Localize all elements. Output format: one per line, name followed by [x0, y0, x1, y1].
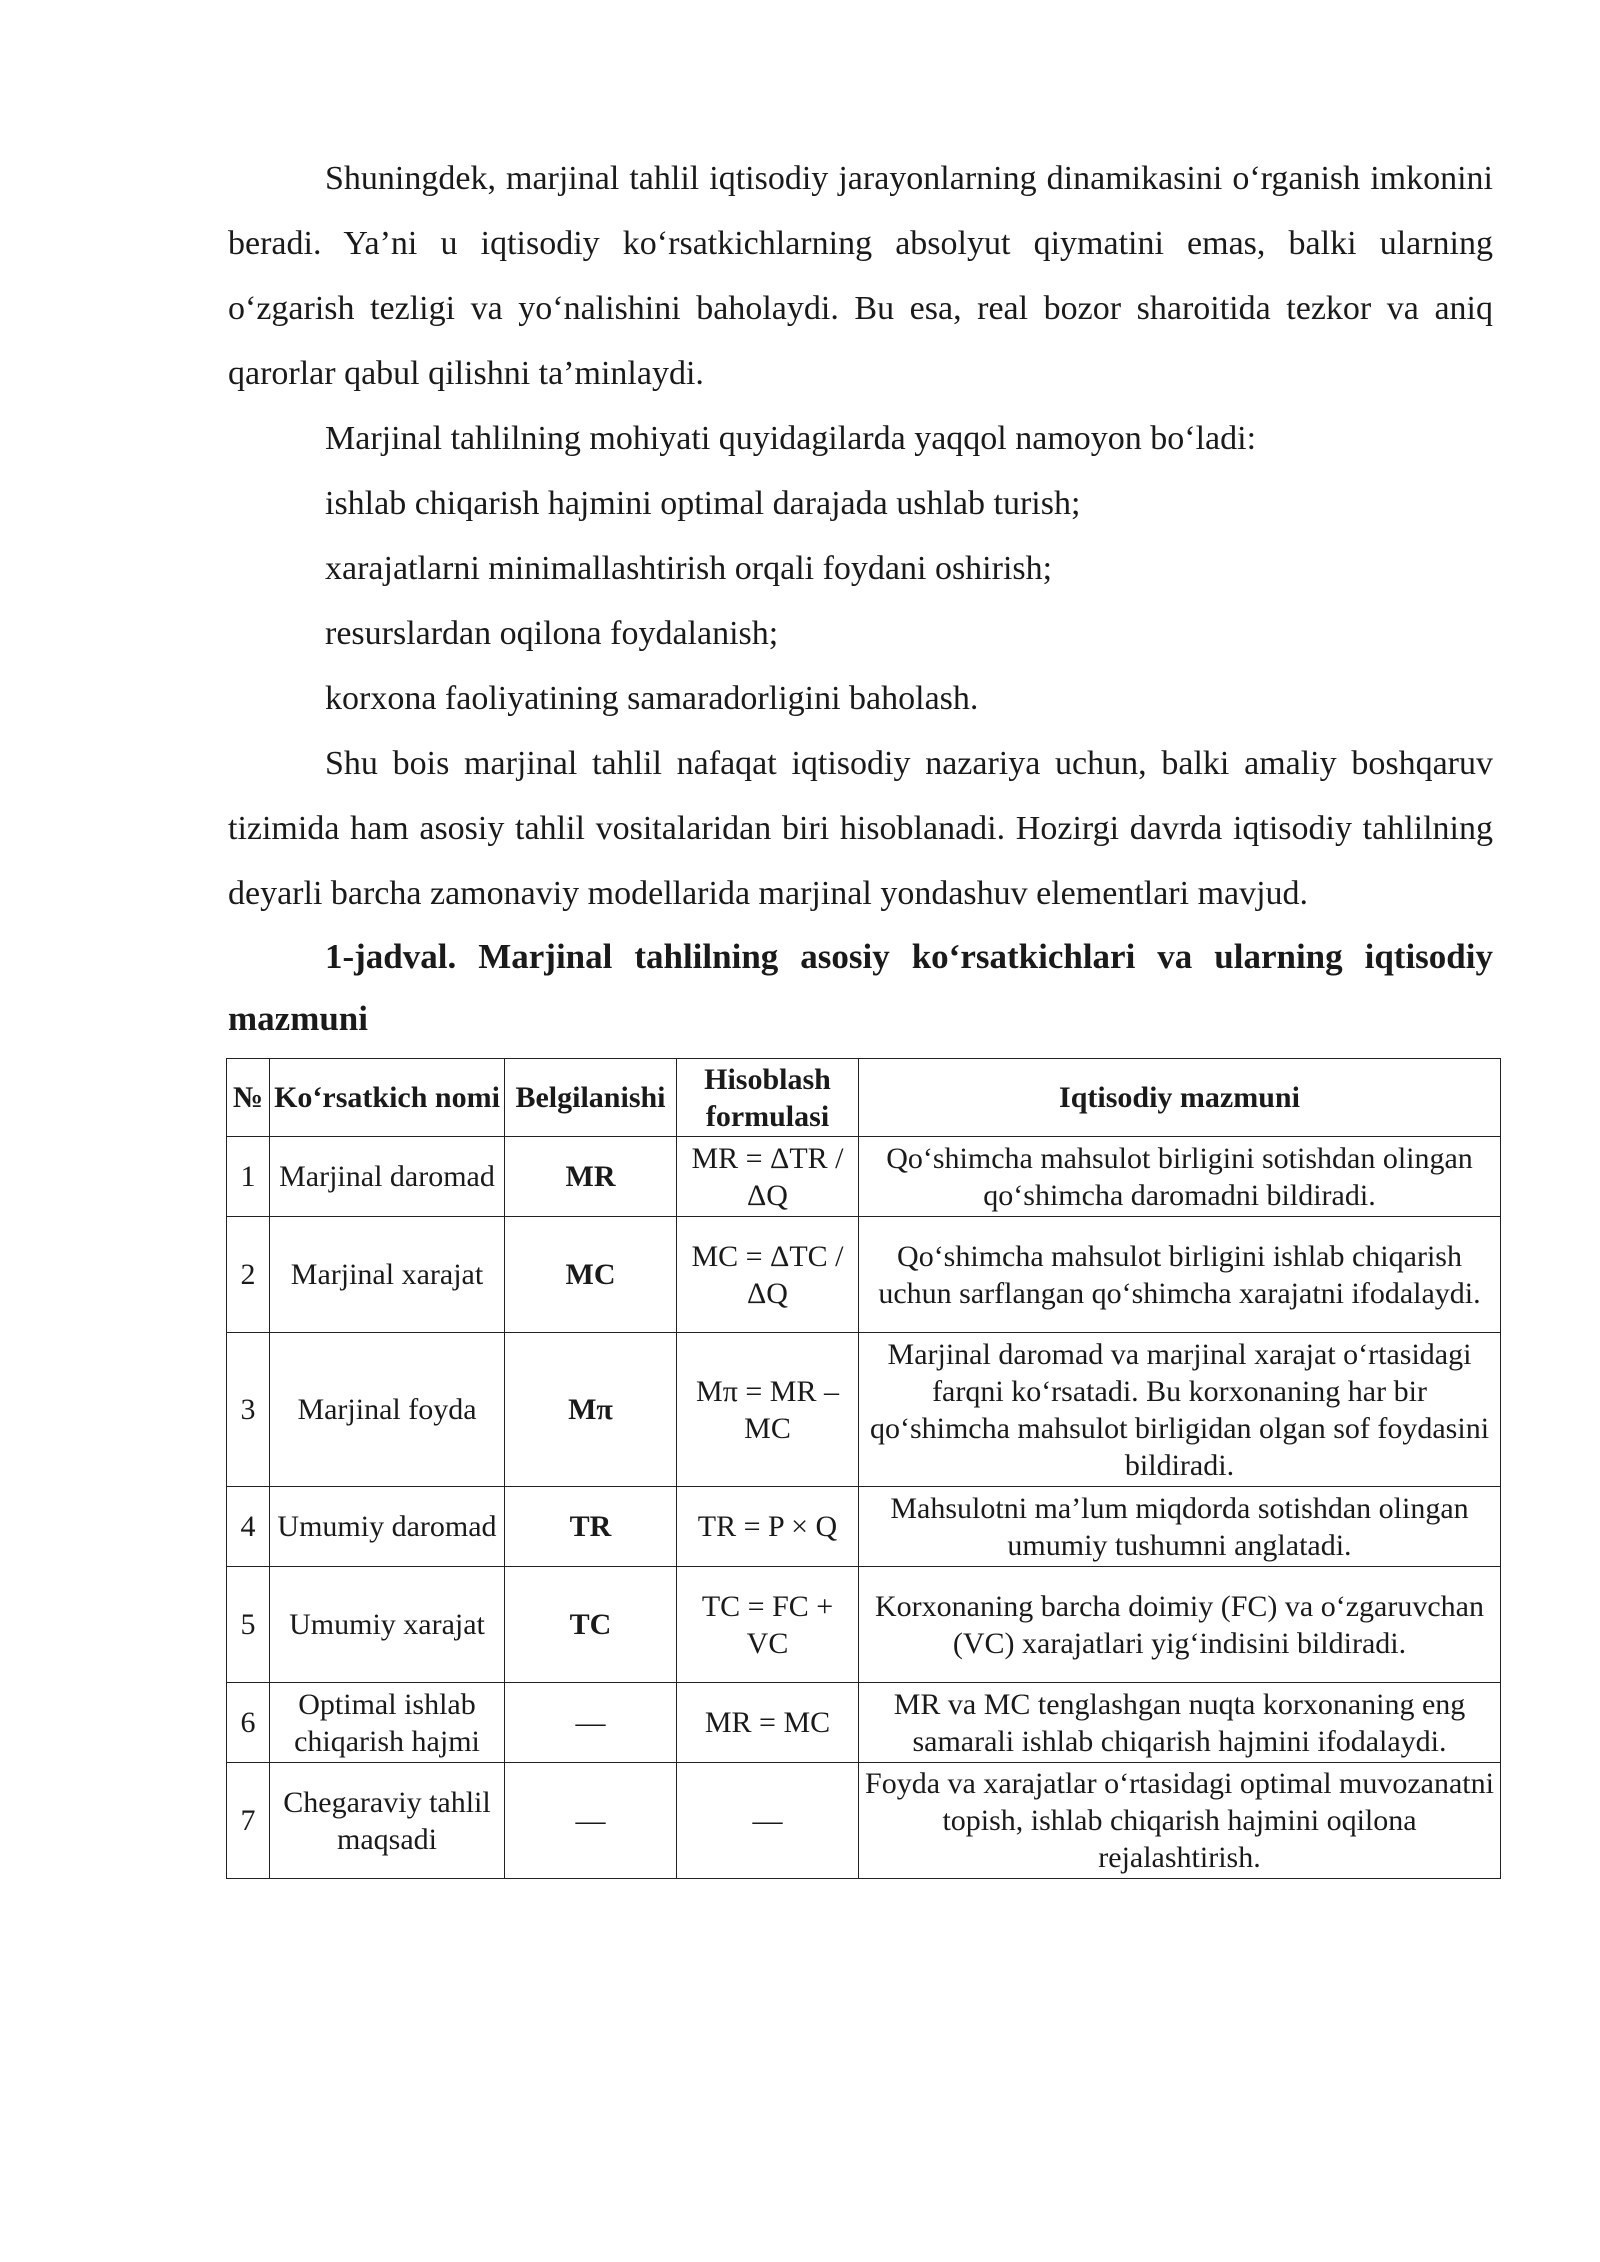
cell-symbol: —: [505, 1763, 677, 1879]
indicators-table: [226, 1058, 1501, 1879]
document-page: [228, 146, 1493, 1879]
cell-symbol: TC: [505, 1567, 677, 1683]
cell-number: 4: [227, 1487, 270, 1567]
cell-formula: MR = ΔTR / ΔQ: [677, 1137, 859, 1217]
cell-meaning: Foyda va xarajatlar o‘rtasidagi optimal muvozanatni topish, ishlab chiqarish hajmini oqilona rejalashtirish.: [859, 1763, 1501, 1879]
cell-number: 6: [227, 1683, 270, 1763]
cell-formula: —: [677, 1763, 859, 1879]
table-row: [227, 1333, 1501, 1487]
cell-formula: Mπ = MR – MC: [677, 1333, 859, 1487]
list-item: korxona faoliyatining samaradorligini baholash.: [325, 680, 979, 717]
cell-meaning: Mahsulotni ma’lum miqdorda sotishdan olingan umumiy tushumni anglatadi.: [859, 1487, 1501, 1567]
cell-name: Umumiy xarajat: [270, 1567, 505, 1683]
cell-meaning: MR va MC tenglashgan nuqta korxonaning eng samarali ishlab chiqarish hajmini ifodalaydi.: [859, 1683, 1501, 1763]
table-row: [227, 1487, 1501, 1567]
cell-name: Optimal ishlab chiqarish hajmi: [270, 1683, 505, 1763]
cell-meaning: Qo‘shimcha mahsulot birligini sotishdan olingan qo‘shimcha daromadni bildiradi.: [859, 1137, 1501, 1217]
cell-formula: TC = FC + VC: [677, 1567, 859, 1683]
cell-name: Marjinal xarajat: [270, 1217, 505, 1333]
paragraph-2: Marjinal tahlilning mohiyati quyidagilarda yaqqol namoyon bo‘ladi:: [325, 420, 1257, 457]
cell-name: Chegaraviy tahlil maqsadi: [270, 1763, 505, 1879]
cell-symbol: —: [505, 1683, 677, 1763]
header-symbol: Belgilanishi: [505, 1059, 677, 1137]
cell-formula: MR = MC: [677, 1683, 859, 1763]
cell-formula: TR = P × Q: [677, 1487, 859, 1567]
cell-symbol: MR: [505, 1137, 677, 1217]
list-item: xarajatlarni minimallashtirish orqali foydani oshirish;: [325, 550, 1053, 587]
cell-name: Marjinal daromad: [270, 1137, 505, 1217]
header-name: Ko‘rsatkich nomi: [270, 1059, 505, 1137]
cell-name: Marjinal foyda: [270, 1333, 505, 1487]
table-row: [227, 1137, 1501, 1217]
cell-number: 2: [227, 1217, 270, 1333]
cell-name: Umumiy daromad: [270, 1487, 505, 1567]
cell-meaning: Korxonaning barcha doimiy (FC) va o‘zgaruvchan (VC) xarajatlari yig‘indisini bildiradi.: [859, 1567, 1501, 1683]
paragraph-3: Shu bois marjinal tahlil nafaqat iqtisodiy nazariya uchun, balki amaliy boshqaruv tizimida ham asosiy tahlil vositalaridan biri hisoblanadi. Hozirgi davrda iqtisodiy tahlilning deyarli barcha zamonaviy modellarida marjinal yondashuv elementlari mavjud.: [228, 745, 1493, 912]
table-row: [227, 1683, 1501, 1763]
header-formula: Hisoblash formulasi: [677, 1059, 859, 1137]
cell-formula: MC = ΔTC / ΔQ: [677, 1217, 859, 1333]
cell-number: 3: [227, 1333, 270, 1487]
header-meaning: Iqtisodiy mazmuni: [859, 1059, 1501, 1137]
cell-symbol: MC: [505, 1217, 677, 1333]
cell-number: 5: [227, 1567, 270, 1683]
paragraph-1: Shuningdek, marjinal tahlil iqtisodiy jarayonlarning dinamikasini o‘rganish imkonini beradi. Ya’ni u iqtisodiy ko‘rsatkichlarning absolyut qiymatini emas, balki ularning o‘zgarish tezligi va yo‘nalishini baholaydi. Bu esa, real bozor sharoitida tezkor va aniq qarorlar qabul qilishni ta’minlaydi.: [228, 160, 1493, 392]
cell-number: 7: [227, 1763, 270, 1879]
list-item: ishlab chiqarish hajmini optimal darajada ushlab turish;: [325, 485, 1081, 522]
table-row: [227, 1567, 1501, 1683]
header-number: №: [227, 1059, 270, 1137]
cell-symbol: TR: [505, 1487, 677, 1567]
table-row: [227, 1763, 1501, 1879]
list-item: resurslardan oqilona foydalanish;: [325, 615, 779, 652]
cell-meaning: Qo‘shimcha mahsulot birligini ishlab chiqarish uchun sarflangan qo‘shimcha xarajatni ifodalaydi.: [859, 1217, 1501, 1333]
table-caption: 1-jadval. Marjinal tahlilning asosiy ko‘rsatkichlari va ularning iqtisodiy mazmuni: [228, 937, 1493, 1038]
cell-meaning: Marjinal daromad va marjinal xarajat o‘rtasidagi farqni ko‘rsatadi. Bu korxonaning har bir qo‘shimcha mahsulot birligidan olgan sof foydasini bildiradi.: [859, 1333, 1501, 1487]
table-row: [227, 1217, 1501, 1333]
cell-symbol: Mπ: [505, 1333, 677, 1487]
cell-number: 1: [227, 1137, 270, 1217]
table-header-row: [227, 1059, 1501, 1137]
